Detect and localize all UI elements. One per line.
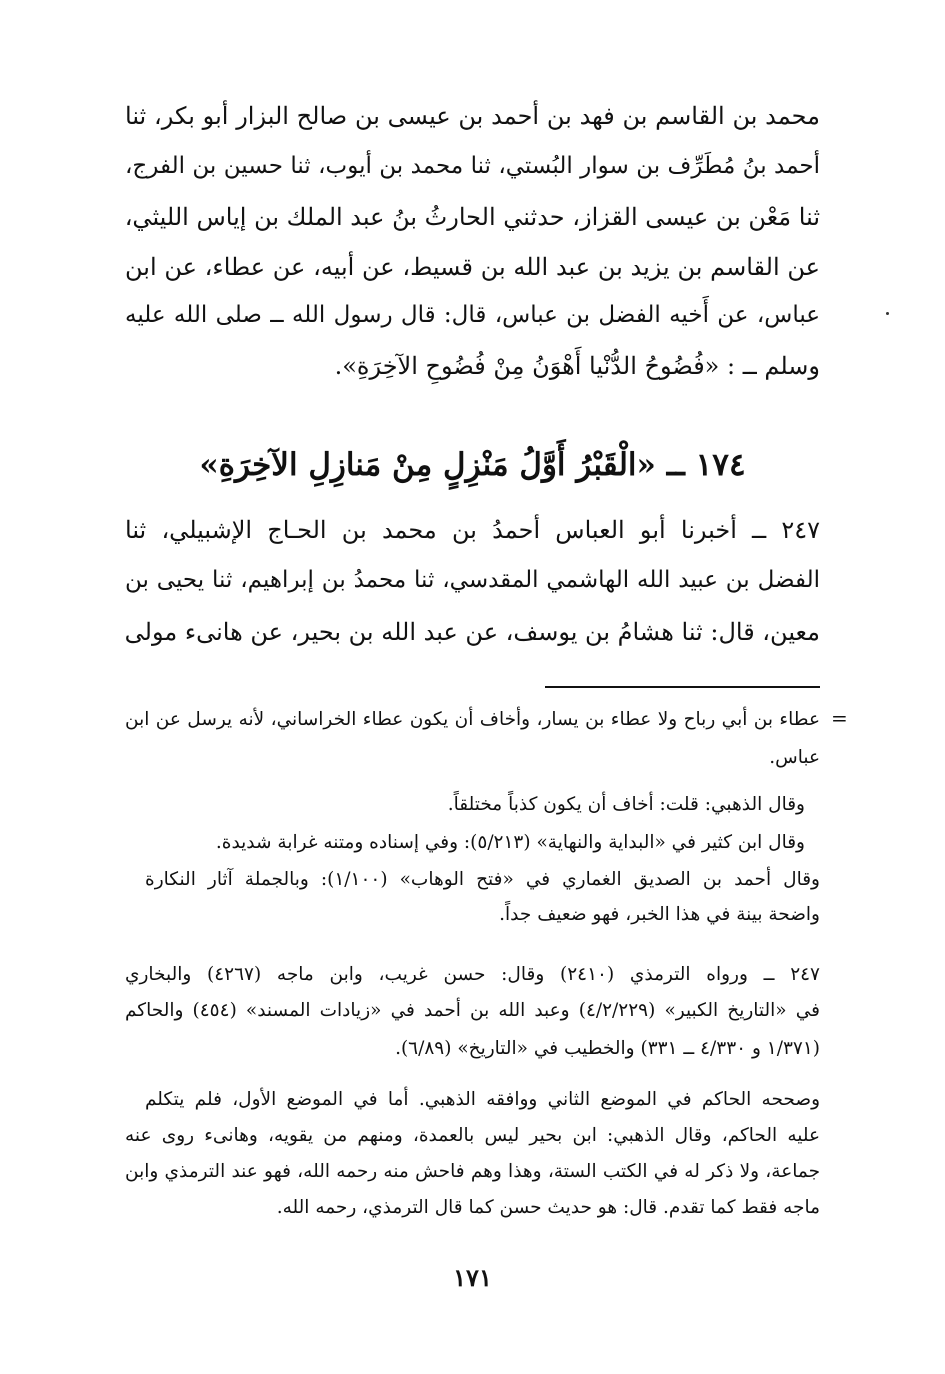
text-line: عباس، عن أَخيه الفضل بن عباس، قال: قال رسول الله ــ صلى الله عليه xyxy=(125,302,820,328)
text-line: وسلم ــ : «فُضُوحُ الدُّنْيا أَهْوَنُ مِنْ فُضُوحِ الآخِرَةِ». xyxy=(334,352,820,380)
footnote-line: في «التاريخ الكبير» (٤/٢/٢٢٩) وعبد الله بن أحمد في «زيادات المسند» (٤٥٤) والحاكم xyxy=(125,1000,820,1021)
footnote-line: عطاء بن أبي رباح ولا عطاء بن يسار، وأخاف أن يكون عطاء الخراساني، لأنه يرسل عن ابن xyxy=(125,709,820,730)
footnote-line: (١/٣٧١ و ٤/٣٣٠ ــ ٣٣١) والخطيب في «التاريخ» (٦/٨٩). xyxy=(395,1038,820,1059)
footnote-line: وصححه الحاكم في الموضع الثاني ووافقه الذهبي. أما في الموضع الأول، فلم يتكلم xyxy=(145,1089,820,1110)
footnote-continuation-mark: = xyxy=(831,706,848,730)
text-line: أحمد بنُ مُطَرِّف بن سوار البُستي، ثنا محمد بن أيوب، ثنا حسين بن الفرج، xyxy=(125,153,820,179)
footnote-line: عباس. xyxy=(769,747,820,768)
footnote-line: وقال أحمد بن الصديق الغماري في «فتح الوهاب» (١/١٠٠): وبالجملة آثار النكارة xyxy=(145,869,820,890)
footnote-line: ٢٤٧ ــ ورواه الترمذي (٢٤١٠) وقال: حسن غريب، وابن ماجه (٤٢٦٧) والبخاري xyxy=(125,964,820,985)
footnote-line: عليه الحاكم، وقال الذهبي: ابن بحير ليس بالعمدة، ومنهم من يقويه، وهانىء روى عنه xyxy=(125,1125,820,1146)
footnote-line: جماعة، ولا ذكر له في الكتب الستة، وهذا وهم فاحش منه رحمه الله، فهو عند الترمذي وابن xyxy=(125,1161,820,1182)
text-line: محمد بن القاسم بن فهد بن أحمد بن عيسى بن صالح البزار أبو بكر، ثنا xyxy=(125,102,821,130)
footnote-line: وقال الذهبي: قلت: أخاف أن يكون كذباً مختلقاً. xyxy=(447,794,805,815)
footnote-divider xyxy=(545,686,820,688)
footnote-line: ماجه فقط كما تقدم. قال: هو حديث حسن كما قال الترمذي، رحمه الله. xyxy=(276,1197,820,1218)
text-line: ثنا مَعْن بن عيسى القزاز، حدثني الحارثُ بنُ عبد الملك بن إياس الليثي، xyxy=(124,203,820,231)
text-line: الفضل بن عبيد الله الهاشمي المقدسي، ثنا محمدُ بن إبراهيم، ثنا يحيى بن xyxy=(125,567,820,593)
footnote-line: وقال ابن كثير في «البداية والنهاية» (٥/٢١٣): وفي إسناده ومتنه غرابة شديدة. xyxy=(215,832,805,853)
text-line: ٢٤٧ ــ أخبرنا أبو العباس أحمدُ بن محمد بن الحـاج الإشبيلي، ثنا xyxy=(125,516,820,544)
footnote-line: واضحة بينة في هذا الخبر، فهو ضعيف جداً. xyxy=(499,904,820,925)
text-line: معين، قال: ثنا هشامُ بن يوسف، عن عبد الله بن بحير، عن هانىء مولى xyxy=(124,618,820,646)
page-number: ١٧١ xyxy=(453,1263,492,1292)
chapter-heading: ١٧٤ ــ «الْقَبْرُ أَوَّلُ مَنْزِلٍ مِنْ مَنازِلِ الآخِرَةِ» xyxy=(199,447,746,483)
text-line: عن القاسم بن يزيد بن عبد الله بن قسيط، عن أبيه، عن عطاء، عن ابن xyxy=(125,253,820,281)
margin-dot xyxy=(886,312,889,315)
